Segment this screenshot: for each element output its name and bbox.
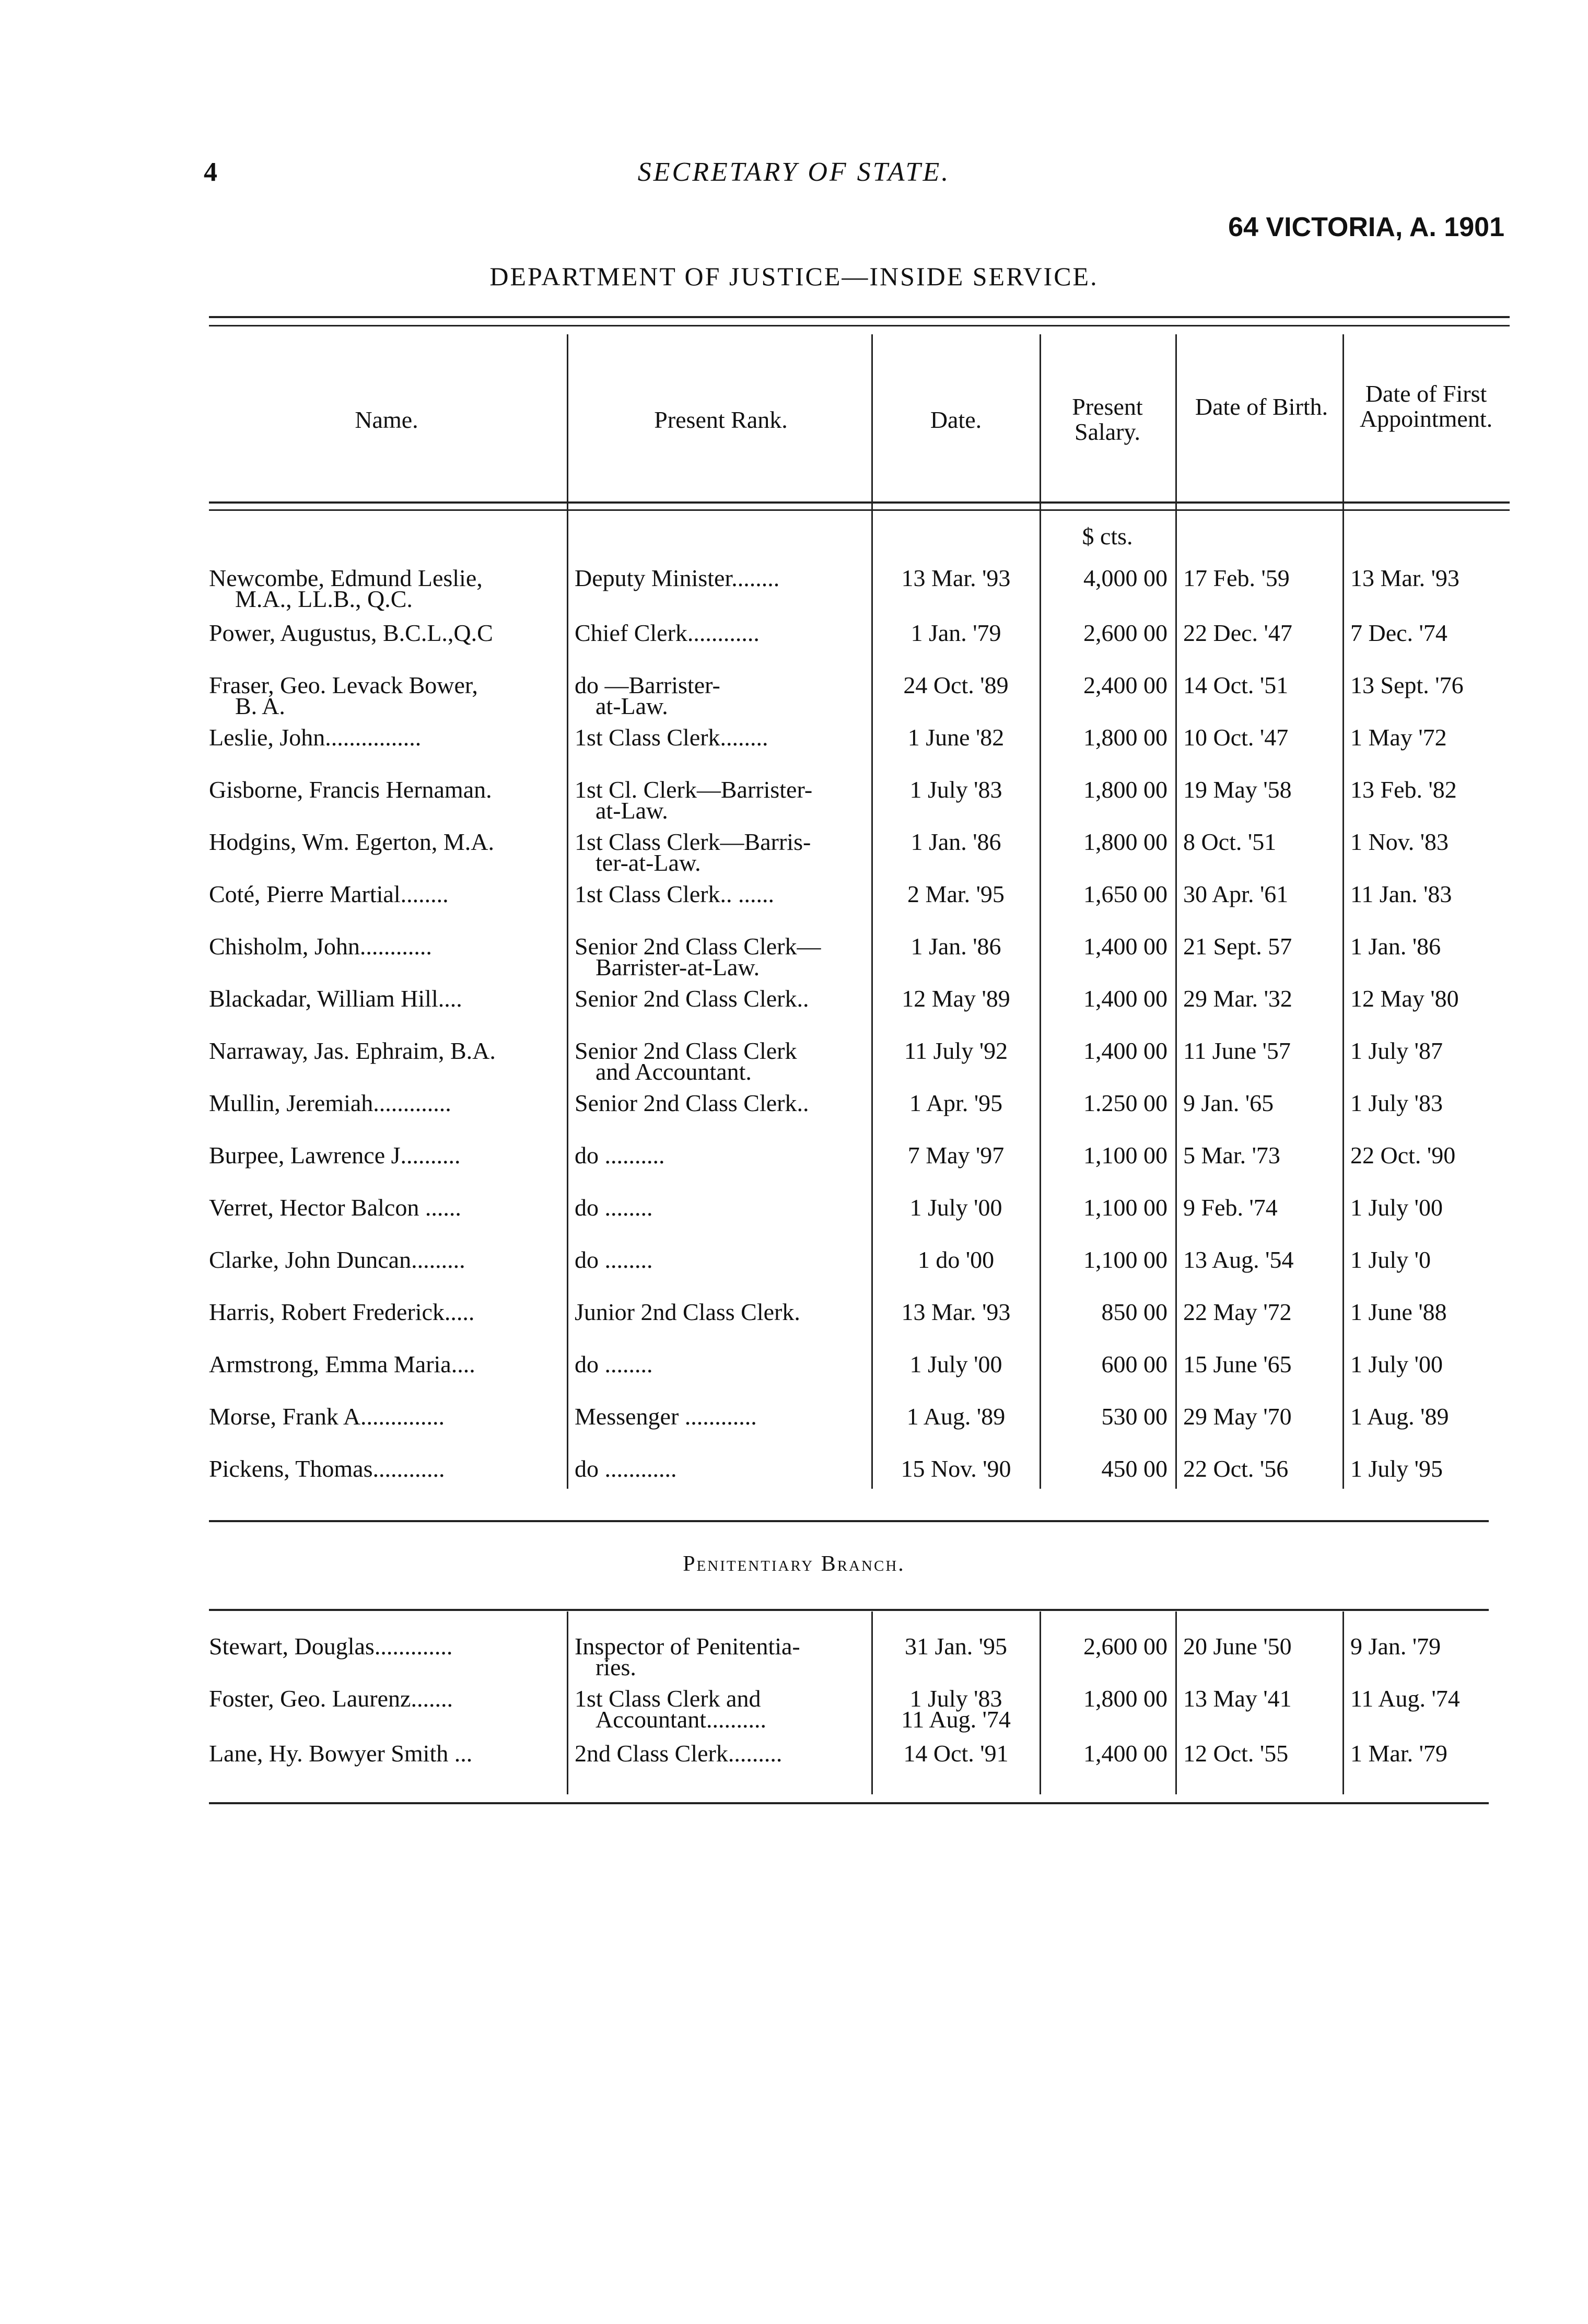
column-divider [1175,334,1177,1489]
cell-salary: 1,650 00 [1083,881,1167,907]
page-title: SECRETARY OF STATE. [637,157,951,187]
cell-birth: 22 May '72 [1183,1299,1292,1325]
cell-name: Coté, Pierre Martial........ [209,881,449,907]
cell-birth: 13 Aug. '54 [1183,1246,1294,1273]
cell-date: 1 do '00 [917,1246,995,1273]
cell-salary: 2,600 00 [1083,620,1167,646]
cell-salary: 1,800 00 [1083,1685,1167,1712]
column-header-appointment: Date of First Appointment. [1359,380,1493,432]
cell-name-cont: B. A. [235,693,285,719]
cell-name: Power, Augustus, B.C.L.,Q.C [209,620,493,646]
cell-salary: 1,400 00 [1083,933,1167,960]
cell-salary: 1,100 00 [1083,1194,1167,1221]
cell-rank-cont: Barrister-at-Law. [596,954,760,980]
cell-date: 1 Apr. '95 [909,1090,1003,1116]
header-bottom-rule-2 [209,509,1510,511]
cell-name: Chisholm, John............ [209,933,432,960]
cell-date: 2 Mar. '95 [907,881,1005,907]
cell-salary: 1,100 00 [1083,1246,1167,1273]
cell-date: 24 Oct. '89 [903,672,1009,698]
cell-rank: do ........ [575,1351,653,1377]
column-divider [871,334,873,1489]
cell-rank: Chief Clerk............ [575,620,760,646]
table-top-rule-2 [209,325,1510,326]
cell-date: 1 July '00 [909,1351,1002,1377]
cell-name: Burpee, Lawrence J.......... [209,1142,461,1169]
cell-appointment: 9 Jan. '79 [1350,1633,1441,1660]
cell-birth: 10 Oct. '47 [1183,724,1289,751]
cell-rank-cont: at-Law. [596,797,668,824]
cell-rank: do ............ [575,1455,677,1482]
cell-date: 1 Jan. '86 [910,828,1001,855]
header-bottom-rule [209,501,1510,504]
cell-appointment: 22 Oct. '90 [1350,1142,1456,1169]
cell-appointment: 1 May '72 [1350,724,1447,751]
table-bottom-rule [209,1520,1489,1522]
cell-birth: 9 Jan. '65 [1183,1090,1274,1116]
column-divider [1342,334,1344,1489]
cell-birth: 14 Oct. '51 [1183,672,1289,698]
cell-date: 12 May '89 [902,985,1010,1012]
cell-salary: 530 00 [1101,1403,1167,1430]
cell-salary: 1,100 00 [1083,1142,1167,1169]
cell-name: Verret, Hector Balcon ...... [209,1194,461,1221]
cell-birth: 13 May '41 [1183,1685,1292,1712]
cell-rank: do ........ [575,1246,653,1273]
cell-rank: 1st Class Clerk........ [575,724,768,751]
cell-rank: do ........ [575,1194,653,1221]
cell-rank: Messenger ............ [575,1403,757,1430]
cell-date: 14 Oct. '91 [903,1740,1009,1767]
cell-salary: 1,400 00 [1083,1740,1167,1767]
cell-rank: Senior 2nd Class Clerk.. [575,985,809,1012]
column-header-birth: Date of Birth. [1195,393,1328,420]
cell-rank-cont: ries. [596,1654,636,1680]
cell-rank: 1st Class Clerk and [575,1685,761,1712]
cell-salary: 1,400 00 [1083,985,1167,1012]
column-divider [1040,334,1041,1489]
cell-date: 11 July '92 [904,1037,1008,1064]
cell-appointment: 1 Mar. '79 [1350,1740,1447,1767]
cell-name: Blackadar, William Hill.... [209,985,462,1012]
branch-title: Penitentiary Branch. [683,1552,905,1576]
cell-name: Gisborne, Francis Hernaman. [209,776,492,803]
cell-name: Morse, Frank A.............. [209,1403,445,1430]
cell-date: 31 Jan. '95 [904,1633,1008,1660]
page-number: 4 [204,157,217,187]
column-divider [1175,1611,1177,1794]
cell-appointment: 12 May '80 [1350,985,1459,1012]
cell-appointment: 7 Dec. '74 [1350,620,1447,646]
cell-birth: 8 Oct. '51 [1183,828,1277,855]
cell-date: 1 Jan. '79 [910,620,1001,646]
cell-date: 13 Mar. '93 [901,565,1011,591]
cell-name: Lane, Hy. Bowyer Smith ... [209,1740,473,1767]
cell-name: Hodgins, Wm. Egerton, M.A. [209,828,495,855]
cell-appointment: 1 July '95 [1350,1455,1443,1482]
cell-rank: Junior 2nd Class Clerk. [575,1299,800,1325]
cell-rank: Senior 2nd Class Clerk [575,1037,797,1064]
cell-appointment: 1 Jan. '86 [1350,933,1441,960]
column-divider [871,1611,873,1794]
cell-rank: 1st Cl. Clerk—Barrister- [575,776,813,803]
cell-birth: 12 Oct. '55 [1183,1740,1289,1767]
cell-name: Foster, Geo. Laurenz....... [209,1685,453,1712]
cell-salary: 2,400 00 [1083,672,1167,698]
column-divider [1342,1611,1344,1794]
cell-birth: 22 Oct. '56 [1183,1455,1289,1482]
table-top-rule [209,316,1510,318]
cell-date: 1 July '83 [909,776,1002,803]
cell-name: Narraway, Jas. Ephraim, B.A. [209,1037,496,1064]
cell-appointment: 11 Aug. '74 [1350,1685,1460,1712]
cell-rank-cont: Accountant.......... [596,1706,767,1733]
cell-appointment: 11 Jan. '83 [1350,881,1452,907]
cell-salary: 850 00 [1101,1299,1167,1325]
cell-rank: do —Barrister- [575,672,720,698]
cell-appointment: 1 July '83 [1350,1090,1443,1116]
cell-appointment: 1 July '87 [1350,1037,1443,1064]
cell-rank: Senior 2nd Class Clerk.. [575,1090,809,1116]
cell-birth: 11 June '57 [1183,1037,1291,1064]
cell-birth: 17 Feb. '59 [1183,565,1290,591]
cell-date: 1 June '82 [907,724,1005,751]
cell-appointment: 1 Nov. '83 [1350,828,1449,855]
branch-top-rule [209,1609,1489,1611]
cell-rank-cont: at-Law. [596,693,668,719]
cell-date: 1 July '00 [909,1194,1002,1221]
branch-bottom-rule [209,1802,1489,1804]
cell-date: 7 May '97 [907,1142,1005,1169]
cell-birth: 20 June '50 [1183,1633,1292,1660]
cell-date: 15 Nov. '90 [901,1455,1011,1482]
cell-name: Harris, Robert Frederick..... [209,1299,475,1325]
column-divider [1040,1611,1041,1794]
cell-name: Fraser, Geo. Levack Bower, [209,672,478,698]
cell-salary: 600 00 [1101,1351,1167,1377]
cell-date: 1 July '83 [909,1685,1002,1712]
cell-birth: 5 Mar. '73 [1183,1142,1280,1169]
cell-birth: 29 May '70 [1183,1403,1292,1430]
cell-birth: 22 Dec. '47 [1183,620,1292,646]
cell-name: Clarke, John Duncan......... [209,1246,465,1273]
cell-rank: 1st Class Clerk.. ...... [575,881,775,907]
cell-salary: 1,400 00 [1083,1037,1167,1064]
cell-birth: 9 Feb. '74 [1183,1194,1278,1221]
cell-rank-cont: and Accountant. [596,1058,752,1085]
cell-appointment: 13 Mar. '93 [1350,565,1459,591]
session-label: 64 VICTORIA, A. 1901 [1228,212,1504,242]
cell-rank-cont: ter-at-Law. [596,849,701,876]
cell-name: Newcombe, Edmund Leslie, [209,565,483,591]
cell-appointment: 1 Aug. '89 [1350,1403,1449,1430]
cell-rank: do .......... [575,1142,665,1169]
cell-date: 1 Jan. '86 [910,933,1001,960]
cell-appointment: 1 July '00 [1350,1351,1443,1377]
cell-salary: 1,800 00 [1083,776,1167,803]
cell-birth: 15 June '65 [1183,1351,1292,1377]
cell-date-cont: 11 Aug. '74 [901,1706,1011,1733]
cell-rank: Senior 2nd Class Clerk— [575,933,821,960]
cell-appointment: 1 June '88 [1350,1299,1447,1325]
cell-name: Pickens, Thomas............ [209,1455,445,1482]
column-header-rank: Present Rank. [654,406,788,433]
column-divider [567,334,568,1489]
department-title: DEPARTMENT OF JUSTICE—INSIDE SERVICE. [489,262,1099,291]
cell-name: Leslie, John................ [209,724,422,751]
cell-name: Mullin, Jeremiah............. [209,1090,451,1116]
cell-salary: 4,000 00 [1083,565,1167,591]
cell-rank: Inspector of Penitentia- [575,1633,800,1660]
cell-rank: Deputy Minister........ [575,565,780,591]
cell-appointment: 13 Sept. '76 [1350,672,1464,698]
cell-salary: 2,600 00 [1083,1633,1167,1660]
cell-salary: 1.250 00 [1083,1090,1167,1116]
cell-name: Armstrong, Emma Maria.... [209,1351,475,1377]
cell-name: Stewart, Douglas............. [209,1633,453,1660]
column-header-name: Name. [355,406,418,433]
cell-birth: 30 Apr. '61 [1183,881,1289,907]
cell-appointment: 1 July '00 [1350,1194,1443,1221]
cell-appointment: 13 Feb. '82 [1350,776,1457,803]
cell-name-cont: M.A., LL.B., Q.C. [235,586,413,612]
cell-rank: 1st Class Clerk—Barris- [575,828,811,855]
column-header-salary: Present Salary. [1072,393,1143,445]
cell-salary: 1,800 00 [1083,724,1167,751]
cell-birth: 29 Mar. '32 [1183,985,1292,1012]
column-header-date: Date. [930,406,982,433]
cell-salary: 450 00 [1101,1455,1167,1482]
cell-date: 13 Mar. '93 [901,1299,1011,1325]
column-divider [567,1611,568,1794]
cell-appointment: 1 July '0 [1350,1246,1431,1273]
cell-birth: 21 Sept. 57 [1183,933,1292,960]
cell-rank: 2nd Class Clerk......... [575,1740,783,1767]
cell-date: 1 Aug. '89 [906,1403,1006,1430]
currency-label: $ cts. [1082,523,1133,550]
cell-salary: 1,800 00 [1083,828,1167,855]
cell-birth: 19 May '58 [1183,776,1292,803]
